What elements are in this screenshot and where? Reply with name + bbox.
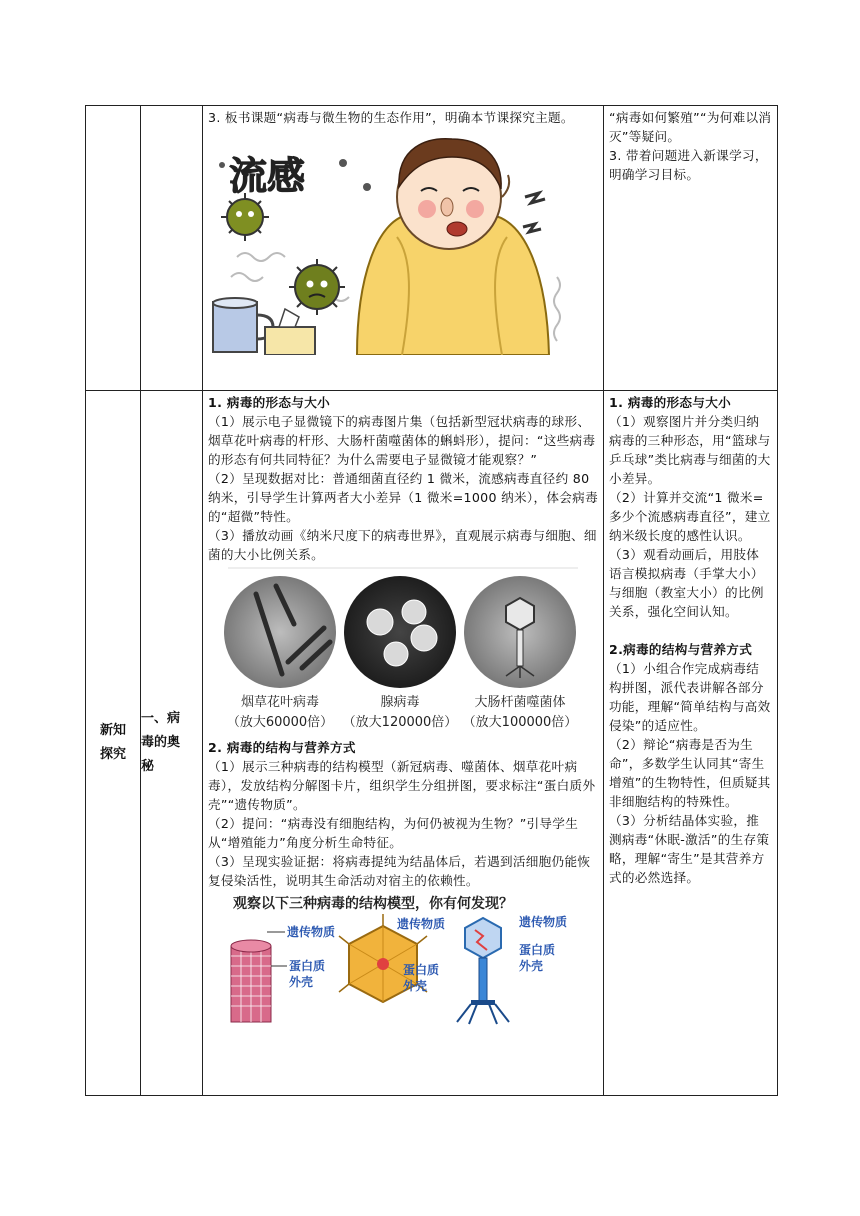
- section-label: 一、病毒的奥秘: [141, 711, 181, 774]
- student-text: 3. 带着问题进入新课学习，明确学习目标。: [609, 148, 768, 182]
- table-row: [86, 106, 778, 391]
- teacher-paragraph: （2）提问：“病毒没有细胞结构，为何仍被视为生物？”引导学生从“增殖能力”角度分析生命特征。: [208, 816, 579, 850]
- shell-label-3: 外壳: [519, 959, 544, 973]
- phage-model: [457, 918, 509, 1024]
- gene-label-3: 遗传物质: [519, 915, 568, 929]
- student-activity-cell: [604, 391, 778, 1096]
- heading-structure-nutrition: 2. 病毒的结构与营养方式: [208, 740, 356, 755]
- student-paragraph: （2）辩论“病毒是否为生命”，多数学生认同其“寄生增殖”的生物特性，但质疑其非细胞结构的特殊性。: [609, 737, 771, 809]
- adenovirus-micrograph: [344, 576, 456, 688]
- protein-label-2: 蛋白质: [403, 963, 440, 977]
- section-cell-empty: [141, 106, 203, 391]
- teacher-paragraph: （3）播放动画《纳米尺度下的病毒世界》，直观展示病毒与细胞、细菌的大小比例关系。: [208, 528, 597, 562]
- tobacco-virus-model: [231, 940, 271, 1022]
- gene-label-1: 遗传物质: [287, 925, 336, 939]
- lesson-plan-table: [85, 105, 778, 1096]
- teacher-paragraph: （1）展示三种病毒的结构模型（新冠病毒、噬菌体、烟草花叶病毒），发放结构分解图卡片，组织学生分组拼图，要求标注“蛋白质外壳”“遗传物质”。: [208, 759, 596, 812]
- virus-micrograph-image: [218, 564, 588, 736]
- virus-germ-icon: [289, 259, 345, 315]
- teacher-text: 3. 板书课题“病毒与微生物的生态作用”，明确本节课探究主题。: [208, 110, 574, 125]
- micro-name-3: 大肠杆菌噬菌体: [474, 695, 566, 710]
- micro-mag-1: （放大60000倍）: [226, 715, 334, 730]
- teacher-paragraph: （3）呈现实验证据：将病毒提纯为结晶体后，若遇到活细胞仍能恢复侵染活性，说明其生命活动对宿主的依赖性。: [208, 854, 591, 888]
- protein-label-1: 蛋白质: [289, 959, 326, 973]
- stage-cell: [86, 391, 141, 1096]
- heading-shape-size: 1. 病毒的形态与大小: [208, 395, 330, 410]
- micro-name-2: 腺病毒: [380, 695, 420, 710]
- student-paragraph: （2）计算并交流“1 微米=多少个流感病毒直径”，建立纳米级长度的感性认识。: [609, 490, 771, 543]
- virus-structure-models-image: [213, 890, 593, 1026]
- gene-label-2: 遗传物质: [397, 917, 446, 931]
- micro-name-1: 烟草花叶病毒: [240, 695, 320, 710]
- stage-label: 新知探究: [99, 723, 126, 762]
- student-paragraph: （1）小组合作完成病毒结构拼图，派代表讲解各部分功能，理解“简单结构与高效侵染”的适应性。: [609, 661, 771, 733]
- student-paragraph: （3）观看动画后，用肢体语言模拟病毒（手掌大小）与细胞（教室大小）的比例关系，强化空间认知。: [609, 547, 764, 619]
- flu-title: 流感: [229, 154, 306, 198]
- micro-mag-2: （放大120000倍）: [342, 715, 458, 730]
- teacher-paragraph: （1）展示电子显微镜下的病毒图片集（包括新型冠状病毒的球形、烟草花叶病毒的杆形、大肠杆菌噬菌体的蝌蚪形），提问：“这些病毒的形态有何共同特征？为什么需要电子显微镜才能观察？”: [208, 414, 596, 467]
- teacher-paragraph: （2）呈现数据对比：普通细菌直径约 1 微米，流感病毒直径约 80 纳米，引导学生计算两者大小差异（1 微米=1000 纳米），体会病毒的“超微”特性。: [208, 471, 598, 524]
- student-paragraph: （3）分析结晶体实验，推测病毒“休眠-激活”的生存策略，理解“寄生”是其营养方式的必然选择。: [609, 813, 770, 885]
- stage-cell-empty: [86, 106, 141, 391]
- teacher-activity-cell: [203, 106, 604, 391]
- protein-label-3: 蛋白质: [519, 943, 556, 957]
- student-activity-cell: [604, 106, 778, 391]
- table-row: [86, 391, 778, 1096]
- student-paragraph: （1）观察图片并分类归纳病毒的三种形态，用“篮球与乒乓球”类比病毒与细菌的大小差异。: [609, 414, 771, 486]
- shell-label-1: 外壳: [289, 975, 314, 989]
- shell-label-2: 外壳: [403, 979, 428, 993]
- phage-micrograph: [464, 576, 576, 688]
- micro-mag-3: （放大100000倍）: [462, 715, 578, 730]
- student-heading-structure: 2.病毒的结构与营养方式: [609, 642, 753, 657]
- structure-question: 观察以下三种病毒的结构模型，你有何发现？: [233, 896, 513, 912]
- flu-cartoon-image: [207, 127, 599, 355]
- tobacco-mosaic-micrograph: [224, 576, 336, 688]
- student-heading-shape-size: 1. 病毒的形态与大小: [609, 395, 731, 410]
- student-text: “病毒如何繁殖”“为何难以消灭”等疑问。: [609, 110, 772, 144]
- section-cell: [141, 391, 203, 1096]
- teacher-activity-cell: [203, 391, 604, 1096]
